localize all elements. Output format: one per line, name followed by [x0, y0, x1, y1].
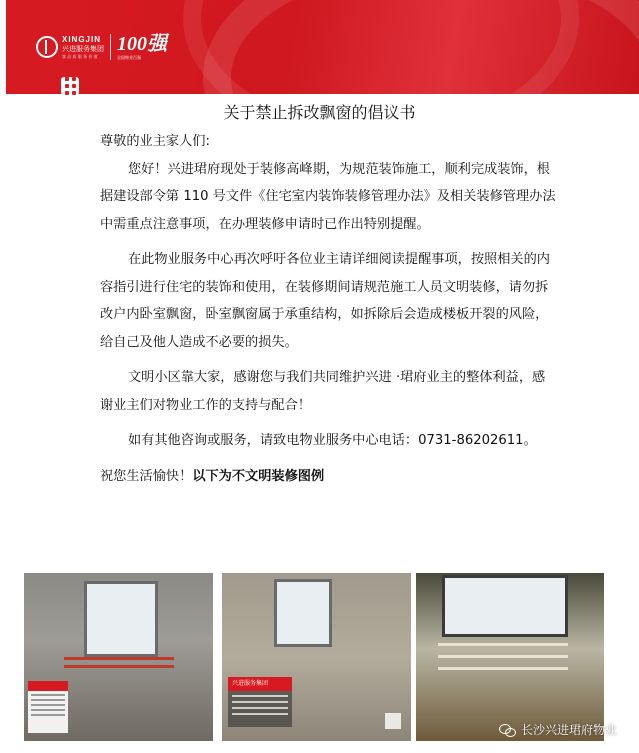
brand-mark-icon — [36, 36, 58, 58]
brand-logo — [36, 34, 167, 60]
grid-menu-icon[interactable] — [61, 77, 79, 95]
window — [274, 579, 332, 647]
closing-line — [100, 463, 558, 491]
photo-stamp — [28, 681, 68, 733]
photo-tag — [385, 713, 401, 729]
brand-slogan: 客 品 质 服 务 价 值 — [62, 53, 98, 59]
document-body — [100, 128, 558, 490]
closing-text: 祝您生活愉快！ — [100, 468, 193, 484]
banner-decoration — [183, 0, 579, 94]
paragraph: 您好！兴进珺府现处于装修高峰期，为规范装饰施工，顺利完成装饰，根据建设部令第 110 号文件《住宅室内装饰装修管理办法》及相关装修管理办法中需重点注意事项，在办理装修申请时已作出特别提醒。 — [100, 161, 556, 232]
example-photo-1 — [24, 573, 213, 741]
watermark — [499, 721, 617, 738]
railing — [64, 665, 174, 668]
header-banner — [6, 0, 639, 94]
salutation: 尊敬的业主家人们: — [100, 134, 210, 149]
logo-divider — [110, 34, 111, 60]
top100-badge: 100强 — [117, 33, 167, 55]
paragraph: 文明小区靠大家，感谢您与我们共同维护兴进 ·珺府业主的整体利益，感谢业主们对物业工作的支持与配合！ — [100, 370, 546, 413]
railing — [64, 657, 174, 660]
photo-info-card: 兴进服务集团 — [228, 677, 292, 727]
window — [84, 581, 158, 657]
paragraph: 如有其他咨询或服务，请致电物业服务中心电话：0731-86202611。 — [128, 433, 537, 448]
document-title: 关于禁止拆改飘窗的倡议书 — [223, 103, 416, 122]
rebar — [438, 643, 568, 646]
rebar — [438, 667, 568, 670]
watermark-text: 长沙兴进珺府物业 — [520, 723, 617, 737]
wechat-icon — [499, 723, 515, 737]
brand-name-en: XINGJIN — [62, 34, 102, 44]
window — [442, 575, 568, 637]
rebar — [438, 655, 568, 658]
paragraph: 在此物业服务中心再次呼吁各位业主请详细阅读提醒事项，按照相关的内容指引进行住宅的装饰和使用，在装修期间请规范施工人员文明装修，请勿拆改户内卧室飘窗，卧室飘窗属于承重结构，如拆除后会造成楼板开裂的风险，给自己及他人造成不必要的损失。 — [100, 252, 550, 350]
example-photo-2 — [222, 573, 411, 741]
top100-caption: 全国物业百强 — [117, 55, 141, 60]
example-photo-3 — [416, 573, 604, 741]
closing-bold-text: 以下为不文明装修图例 — [192, 468, 325, 484]
brand-name-cn: 兴进服务集团 — [62, 44, 104, 53]
